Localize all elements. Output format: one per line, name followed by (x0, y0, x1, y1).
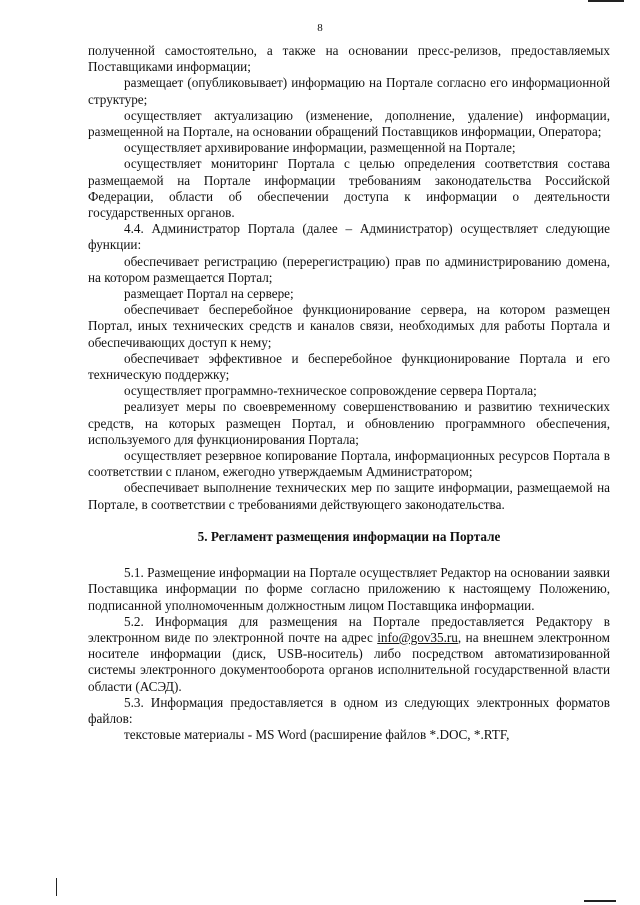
paragraph-12: реализует меры по своевременному совершенствованию и развитию технических средств, на которых размещен Портал, и обновлению программного обеспечения, используемого для функционирования Портала; (88, 399, 610, 447)
paragraph-3: осуществляет актуализацию (изменение, дополнение, удаление) информации, размещенной на Портале, на основании обращений Поставщиков информации, Оператора; (88, 107, 610, 140)
paragraph-8: размещает Портал на сервере; (124, 286, 294, 302)
paragraph-5-3: 5.3. Информация предоставляется в одном из следующих электронных форматов файлов: (88, 694, 610, 726)
paragraph-5-2-text-start: 5.2. Информация для размещения на Портале предоставляется Редактору в электронном виде по электронной почте на адрес (88, 613, 610, 645)
paragraph-5-2-text-end: , на внешнем электронном носителе информации (диск, USB-носитель) либо посредством автоматизированной системы электронного документооборота органов исполнительной государственной власти области (АСЭД). (88, 629, 610, 694)
paragraph-11: осуществляет программно-техническое сопровождение сервера Портала; (124, 383, 537, 399)
scan-mark-top-right (588, 0, 624, 2)
paragraph-5-1: 5.1. Размещение информации на Портале осуществляет Редактор на основании заявки Поставщика информации по форме согласно приложению к настоящему Положению, подписанной уполномоченным должностным лицом Поставщика информации. (88, 565, 610, 613)
paragraph-7: обеспечивает регистрацию (перерегистрацию) прав по администрированию домена, на котором размещается Портал; (88, 253, 610, 285)
paragraph-5-2 (88, 614, 610, 695)
email-link[interactable]: info@gov35.ru (377, 629, 458, 645)
paragraph-10: обеспечивает эффективное и бесперебойное функционирование Портала и его техническую поддержку; (88, 350, 610, 383)
document-body (88, 43, 610, 743)
section-4-paragraphs (88, 43, 610, 513)
paragraph-text-materials: текстовые материалы - MS Word (расширение файлов *.DOC, *.RTF, (124, 727, 510, 743)
scan-mark-bottom-right (584, 900, 616, 902)
scan-mark-bottom-left (56, 878, 57, 896)
paragraph-1: полученной самостоятельно, а также на основании пресс-релизов, предоставляемых Поставщиками информации; (88, 43, 610, 75)
section-heading: 5. Регламент размещения информации на Портале (197, 528, 501, 544)
page-number: 8 (317, 22, 323, 34)
paragraph-4: осуществляет архивирование информации, размещенной на Портале; (124, 140, 516, 156)
paragraph-9: обеспечивает бесперебойное функционирование сервера, на котором размещен Портал, иных технических средств и каналов связи, необходимых для работы Портала и обеспечивающих доступ к нему; (88, 302, 610, 350)
paragraph-2: размещает (опубликовывает) информацию на Портале согласно его информационной структуре; (88, 75, 610, 107)
paragraph-6: 4.4. Администратор Портала (далее – Администратор) осуществляет следующие функции: (88, 221, 610, 253)
paragraph-13: осуществляет резервное копирование Портала, информационных ресурсов Портала в соответствии с планом, ежегодно утверждаемым Администратором; (88, 448, 610, 480)
paragraph-5: осуществляет мониторинг Портала с целью определения соответствия состава размещаемой на Портале информации требованиям законодательства Российской Федерации, области об обеспечении доступа к информации о деятельности государственных органов. (88, 156, 610, 221)
paragraph-14: обеспечивает выполнение технических мер по защите информации, размещаемой на Портале, в соответствии с требованиями действующего законодательства. (88, 480, 610, 512)
